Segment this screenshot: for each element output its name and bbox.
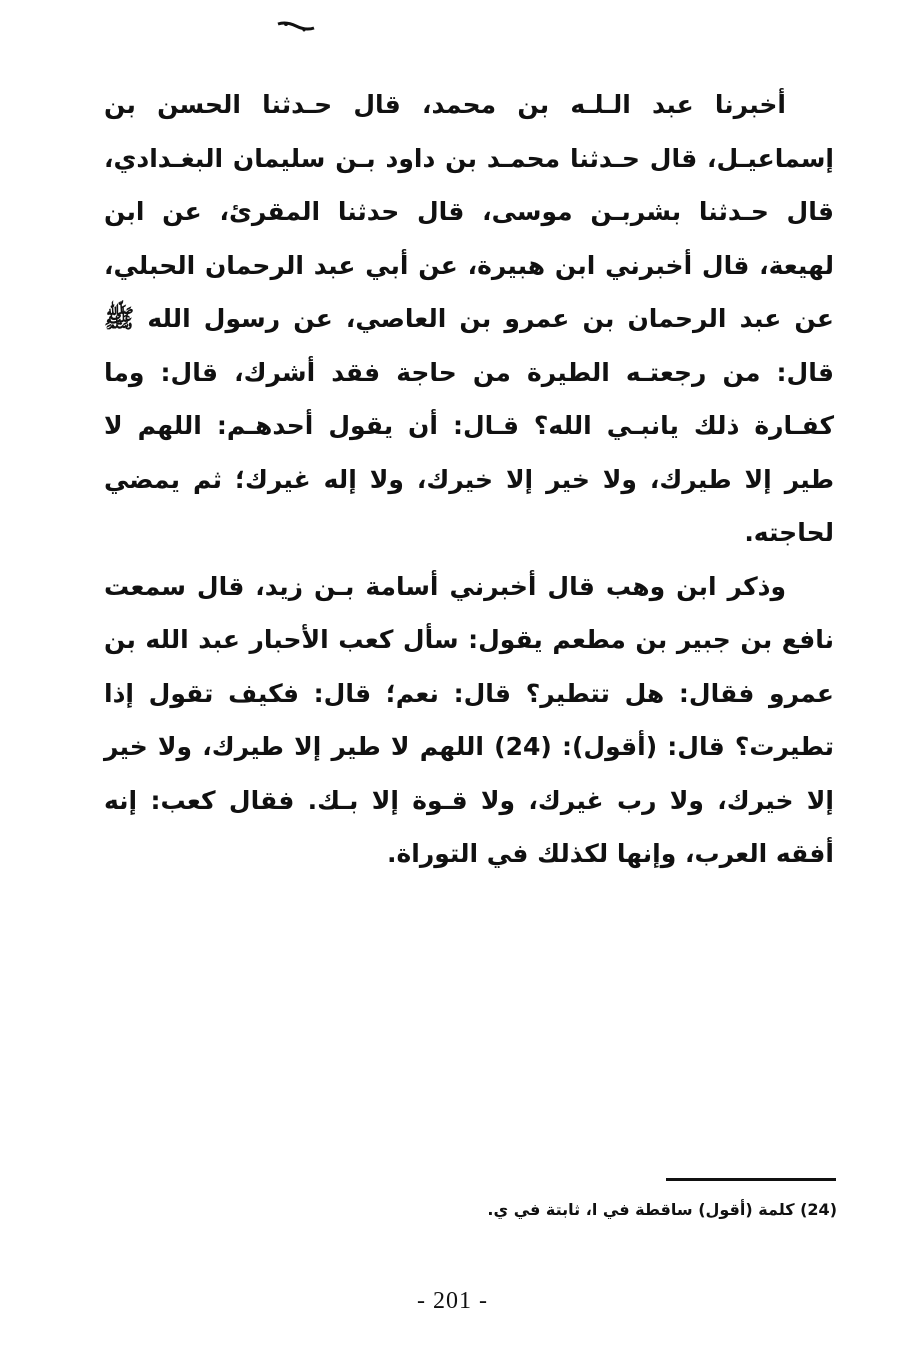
page-number: - 201 - xyxy=(417,1288,488,1314)
ink-smudge-mark xyxy=(276,18,316,34)
footnote-divider xyxy=(666,1178,836,1181)
footnote: (24) كلمة (أقول) ساقطة في ا، ثابتة في ي. xyxy=(487,1200,837,1219)
paragraph-2: وذكر ابن وهب قال أخبرني أسامة بـن زيد، قال سمعت نافع بن جبير بن مطعم يقول: سأل كعب الأحبار عبد الله بن عمرو فقال: هل تتطير؟ قال: نعم؛ قال: فكيف تقول إذا تطيرت؟ قال: (أقول): (24) اللهم لا طير إلا طيرك، ولا خير إلا خيرك، ولا رب غيرك، ولا قـوة إلا بـك. فقال كعب: إنه أفقه العرب، وإنها لكذلك في التوراة. xyxy=(104,571,835,868)
paragraph-1: أخبرنا عبد الـلـه بن محمد، قال حـدثنا الحسن بن إسماعيـل، قال حـدثنا محمـد بن داود بـن سليمان البغـدادي، قال حـدثنا بشربـن موسى، قال حدثنا المقرئ، عن ابن لهيعة، قال أخبرني ابن هبيرة، عن أبي عبد الرحمان الحبلي، عن عبد الرحمان بن عمرو بن العاصي، عن رسول الله ﷺ قال: من رجعتـه الطيرة من حاجة فقد أشرك، قال: وما كفـارة ذلك يانبـي الله؟ قـال: أن يقول أحدهـم: اللهم لا طير إلا طيرك، ولا خير إلا خيرك، ولا إله غيرك؛ ثم يمضي لحاجته. xyxy=(104,90,834,547)
main-text xyxy=(104,78,834,881)
